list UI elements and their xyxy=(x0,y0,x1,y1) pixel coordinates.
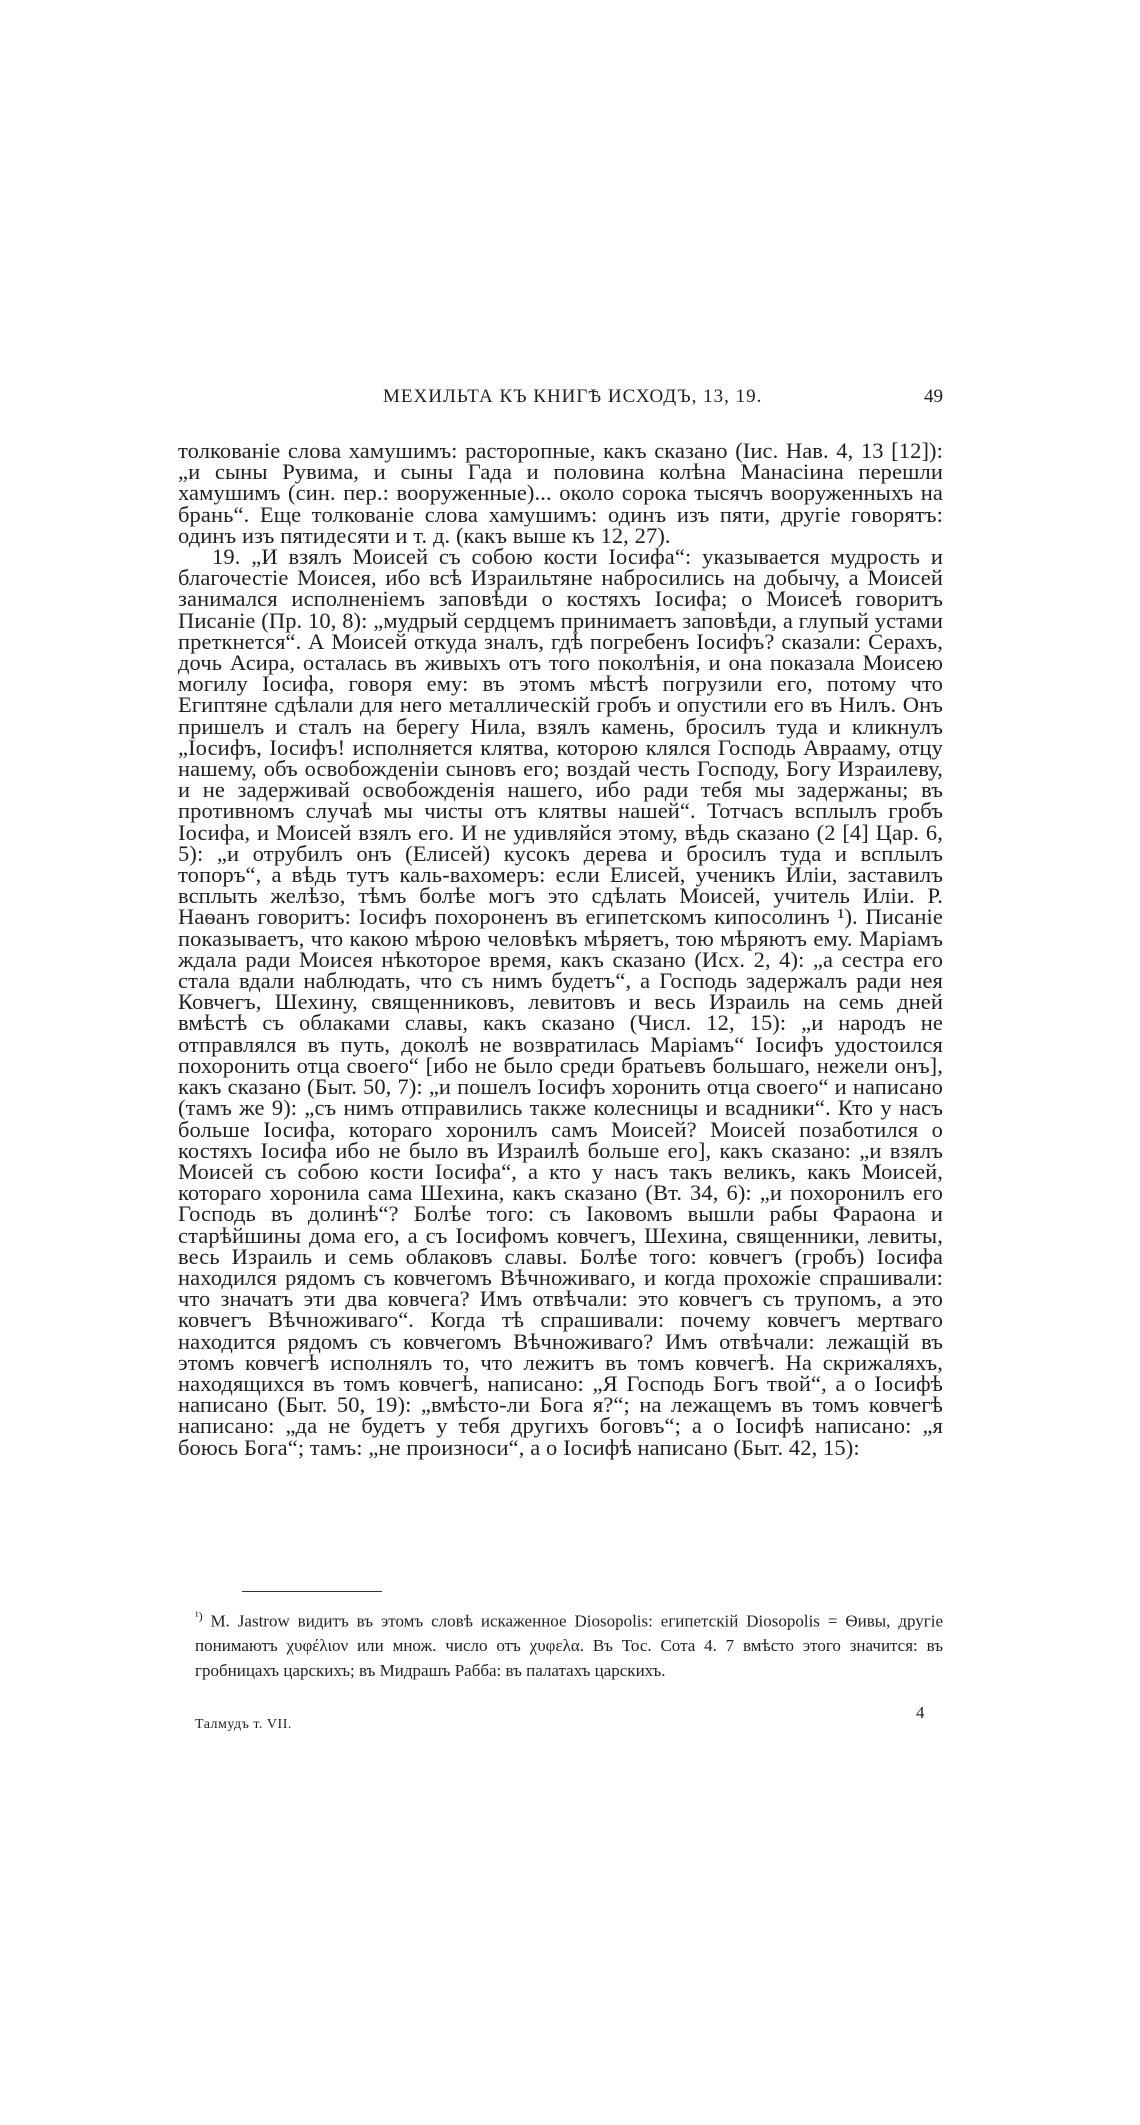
footnote-text: M. Jastrow видитъ въ этомъ словѣ искаженное Diosopolis: египетскій Diosopolis = Ѳивы, другіе понимаютъ χυφέλιον или множ. число отъ χυφελα. Въ Тос. Сота 4. 7 вмѣсто этого значится: въ гробницахъ царскихъ; въ Мидрашъ Рабба: въ палатахъ царскихъ. xyxy=(195,1611,943,1680)
footnote-marker: ¹) xyxy=(195,1609,203,1623)
running-title: МЕХИЛЬТА КЪ КНИГѢ ИСХОДЪ, 13, 19. xyxy=(383,386,763,407)
footnote-divider xyxy=(242,1591,382,1592)
paragraph-hamushim: толкованіе слова хамушимъ: расторопные, какъ сказано (Iис. Нав. 4, 13 [12]): „и сыны Рувима, и сыны Гада и половина колѣна Манасіина перешли хамушимъ (син. пер.: вооруженные)... около сорока тысячъ вооруженныхъ на брань“. Еще толкованіе слова хамушимъ: одинъ изъ пяти, другіе говорятъ: одинъ изъ пятидесяти и т. д. (какъ выше къ 12, 27). xyxy=(178,438,943,548)
signature-number: 4 xyxy=(916,1703,925,1722)
page-header xyxy=(178,386,943,412)
signature-mark: Талмудъ т. VII. xyxy=(195,1717,292,1732)
paragraph-verse-19: 19. „И взялъ Моисей съ собою кости Iосифа“: указывается мудрость и благочестіе Моисея, ибо всѣ Израильтяне набросились на добычу, а Моисей занимался исполненіемъ заповѣди о костяхъ Iосифа; о Моисеѣ говоритъ Писаніе (Пр. 10, 8): „мудрый сердцемъ принимаетъ заповѣди, а глупый устами преткнется“. А Моисей откуда зналъ, гдѣ погребенъ Iосифъ? сказали: Серахъ, дочь Асира, осталась въ живыхъ отъ того поколѣнія, и она показала Моисею могилу Iосифа, говоря ему: въ этомъ мѣстѣ погрузили его, потому что Египтяне сдѣлали для него металлическій гробъ и опустили его въ Нилъ. Онъ пришелъ и сталъ на берегу Нила, взялъ камень, бросилъ туда и кликнулъ „Iосифъ, Iосифъ! исполняется клятва, которою клялся Господь Аврааму, отцу нашему, объ освобожденіи сыновъ его; воздай честь Господу, Богу Израилеву, и не задерживай освобожденія нашего, ибо ради тебя мы задержаны; въ противномъ случаѣ мы чисты отъ клятвы нашей“. Тотчасъ всплылъ гробъ Iосифа, и Моисей взялъ его. И не удивляйся этому, вѣдь сказано (2 [4] Цар. 6, 5): „и отрубилъ онъ (Елисей) кусокъ дерева и бросилъ туда и всплылъ топоръ“, а вѣдь тутъ каль-вахомеръ: если Елисей, ученикъ Иліи, заставилъ всплыть желѣзо, тѣмъ болѣе могъ это сдѣлать Моисей, учитель Иліи. Р. Наѳанъ говоритъ: Iосифъ похороненъ въ египетскомъ кипосолинъ ¹). Писаніе показываетъ, что какою мѣрою человѣкъ мѣряетъ, тою мѣряютъ ему. Маріамъ ждала ради Моисея нѣкоторое время, какъ сказано (Исх. 2, 4): „а сестра его стала вдали наблюдать, что съ нимъ будетъ“, а Господь задержалъ ради нея Ковчегъ, Шехину, священниковъ, левитовъ и весь Израиль на семь дней вмѣстѣ съ облаками славы, какъ сказано (Числ. 12, 15): „и народъ не отправлялся въ путь, доколѣ не возвратилась Маріамъ“ Iосифъ удостоился похоронить отца своего“ [ибо не было среди братьевъ большаго, нежели онъ], какъ сказано (Быт. 50, 7): „и пошелъ Iосифъ хоронить отца своего“ и написано (тамъ же 9): „съ нимъ отправились также колесницы и всадники“. Кто у насъ больше Iосифа, котораго хоронилъ самъ Моисей? Моисей позаботился о костяхъ Iосифа ибо не было въ Израилѣ больше его], какъ сказано: „и взялъ Моисей съ собою кости Iосифа“, а кто у насъ такъ великъ, какъ Моисей, котораго хоронила сама Шехина, какъ сказано (Вт. 34, 6): „и похоронилъ его Господь въ долинѣ“? Болѣе того: съ Iаковомъ вышли рабы Фараона и старѣйшины дома его, а съ Iосифомъ ковчегъ, Шехина, священники, левиты, весь Израиль и семь облаковъ славы. Болѣе того: ковчегъ (гробъ) Iосифа находился рядомъ съ ковчегомъ Вѣчноживаго, и когда прохожіе спрашивали: что значатъ эти два ковчега? Имъ отвѣчали: это ковчегъ съ трупомъ, а это ковчегъ Вѣчноживаго“. Когда тѣ спрашивали: почему ковчегъ мертваго находится рядомъ съ ковчегомъ Вѣчноживаго? Имъ отвѣчали: лежащій въ этомъ ковчегѣ исполнялъ то, что лежитъ въ томъ ковчегѣ. На скрижаляхъ, находящихся въ томъ ковчегѣ, написано: „Я Господь Богъ твой“, а о Iосифѣ написано (Быт. 50, 19): „вмѣсто-ли Бога я?“; на лежащемъ въ томъ ковчегѣ написано: „да не будетъ у тебя другихъ боговъ“; а о Iосифѣ написано: „я боюсь Бога“; тамъ: „не произноси“, а о Iосифѣ написано (Быт. 42, 15): xyxy=(178,544,943,1460)
body-text xyxy=(178,440,943,1458)
footnote xyxy=(195,1604,943,1683)
page-number: 49 xyxy=(924,386,943,407)
